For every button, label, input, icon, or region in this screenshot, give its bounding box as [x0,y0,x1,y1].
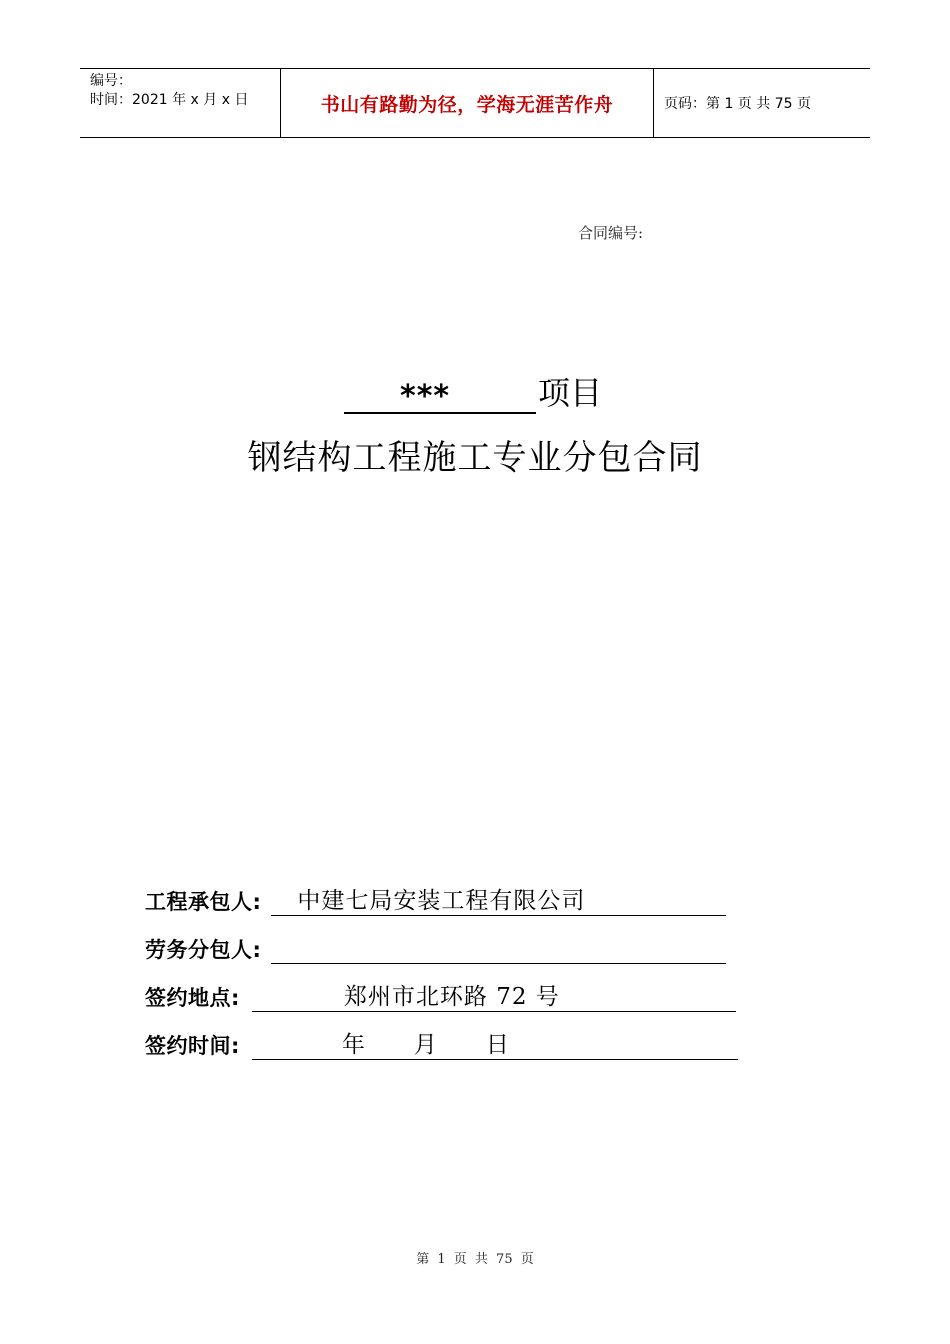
contractor-field [145,880,726,916]
contract-number-label: 合同编号: [578,224,644,242]
location-value: 郑州市北环路 72 号 [343,984,560,1010]
subcontractor-field [145,928,726,964]
date-day: 日 [485,1032,510,1058]
contractor-value: 中建七局安装工程有限公司 [297,888,586,914]
header-meta-cell [80,69,281,137]
subcontractor-label: 劳务分包人: [145,938,262,962]
header-motto: 书山有路勤为径，学海无涯苦作舟 [320,93,614,116]
project-name: *** [400,379,451,414]
location-field [145,976,736,1012]
contractor-label: 工程承包人: [145,890,262,914]
header-page-number: 页码：第 1 页 共 75 页 [664,96,811,112]
project-name-blank [344,372,536,414]
date-line [252,1030,738,1060]
date-year: 年 [341,1032,366,1058]
header-motto-cell [281,69,654,137]
contract-title: 钢结构工程施工专业分包合同 [247,438,703,478]
contractor-line [271,886,726,916]
document-date-label: 时间：2021 年 x 月 x 日 [90,92,249,108]
project-title [344,370,602,414]
project-suffix: 项目 [538,374,603,412]
date-label: 签约时间: [145,1034,240,1058]
date-month: 月 [413,1032,438,1058]
document-number-label: 编号： [90,73,132,89]
subcontractor-line [271,934,726,964]
date-field [145,1024,738,1060]
location-label: 签约地点: [145,986,240,1010]
location-line [252,982,736,1012]
footer-page-number: 第 1 页 共 75 页 [416,1252,534,1267]
document-header [80,68,870,138]
header-page-cell [654,69,870,137]
